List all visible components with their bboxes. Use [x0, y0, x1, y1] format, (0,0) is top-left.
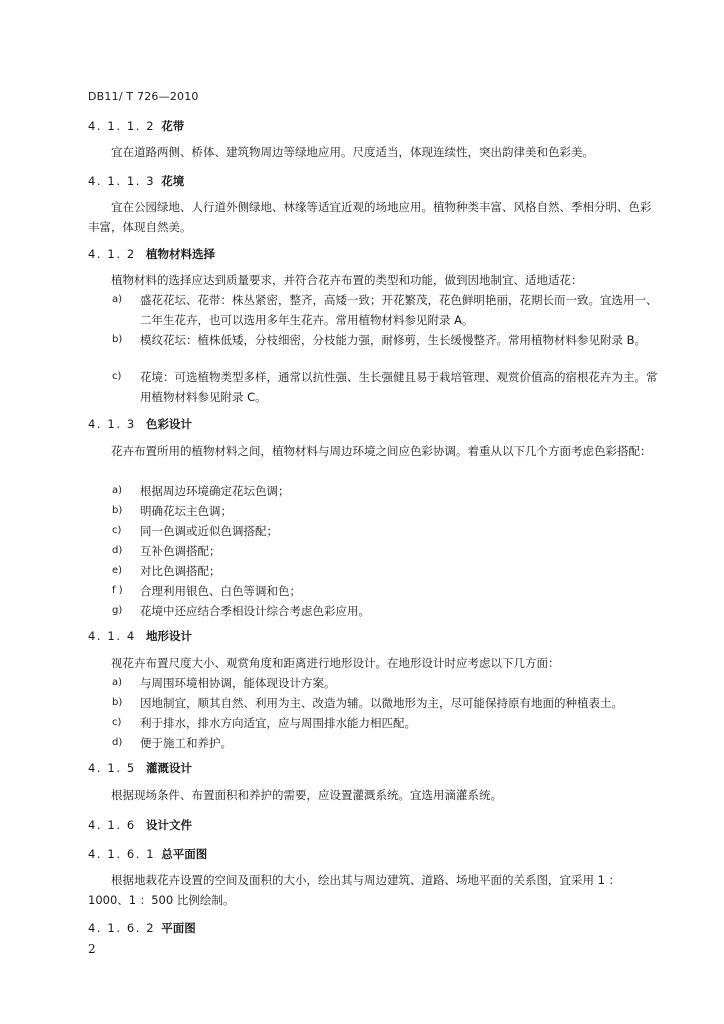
list-text: 花境中还应结合季相设计综合考虑色彩应用。 [140, 604, 370, 618]
paragraph-4-1-2: 植物材料的选择应达到质量要求，并符合花卉布置的类型和功能，做到因地制宜、适地适花： [111, 273, 583, 287]
list-text: 花境：可选植物类型多样，通常以抗性强、生长强健且易于栽培管理、观赏价值高的宿根花卉为主。常用植物材料参见附录 C。 [140, 370, 658, 404]
heading-number: 4. 1. 3 [88, 417, 136, 431]
heading-number: 4. 1. 1. 2 [88, 119, 156, 133]
heading-number: 4. 1. 6. 1 [88, 847, 156, 861]
list-text: 对比色调搭配； [140, 564, 221, 578]
heading-title: 灌溉设计 [146, 761, 192, 775]
list-item [88, 733, 658, 753]
page-number: 2 [88, 942, 96, 956]
list-label: c) [112, 525, 122, 536]
list-text: 同一色调或近似色调搭配； [140, 524, 278, 538]
list-text: 便于施工和养护。 [140, 736, 232, 750]
heading-4-1-1-3 [88, 173, 184, 189]
heading-title: 色彩设计 [146, 417, 192, 431]
heading-number: 4. 1. 1. 3 [88, 174, 156, 188]
heading-title: 植物材料选择 [146, 247, 215, 261]
list-label: f ) [112, 585, 123, 596]
list-item [88, 290, 658, 330]
heading-4-1-4 [88, 628, 192, 644]
list-text: 模纹花坛：植株低矮，分枝细密，分枝能力强，耐修剪，生长缓慢整齐。常用植物材料参见附录 B。 [140, 333, 647, 347]
heading-4-1-2 [88, 246, 215, 262]
heading-number: 4. 1. 4 [88, 629, 136, 643]
heading-title: 花带 [161, 119, 185, 133]
heading-4-1-6-2 [88, 920, 196, 936]
list-label: c) [112, 717, 122, 728]
list-text: 利于排水，排水方向适宜，应与周围排水能力相匹配。 [140, 716, 416, 730]
list-text: 盛花花坛、花带：株丛紧密，整齐，高矮一致；开花繁茂，花色鲜明艳丽，花期长而一致。宜选用一、二年生花卉，也可以选用多年生花卉。常用植物材料参见附录 A。 [140, 293, 658, 327]
list-text: 与周围环境相协调，能体现设计方案。 [140, 676, 336, 690]
heading-title: 花境 [161, 174, 185, 188]
list-text: 因地制宜，顺其自然、利用为主、改造为辅。以微地形为主，尽可能保持原有地面的种植表土。 [140, 696, 623, 710]
paragraph-4-1-5: 根据现场条件、布置面积和养护的需要，应设置灌溉系统。宜选用滴灌系统。 [111, 788, 502, 802]
list-item [88, 481, 658, 501]
list-text: 合理利用银色、白色等调和色； [140, 584, 301, 598]
list-item [88, 541, 658, 561]
list-item [88, 561, 658, 581]
paragraph-4-1-4: 视花卉布置尺度大小、观赏角度和距离进行地形设计。在地形设计时应考虑以下几方面： [111, 656, 560, 670]
heading-4-1-5 [88, 760, 192, 776]
list-text: 根据周边环境确定花坛色调； [140, 484, 290, 498]
heading-number: 4. 1. 6 [88, 818, 136, 832]
heading-4-1-3 [88, 416, 192, 432]
list-text: 互补色调搭配； [140, 544, 221, 558]
list-item [88, 501, 658, 521]
list-item [88, 330, 658, 350]
list-item [88, 521, 658, 541]
list-label: d) [112, 545, 123, 556]
list-label: b) [112, 334, 123, 345]
heading-4-1-1-2 [88, 118, 184, 134]
list-item [88, 581, 658, 601]
list-label: c) [112, 371, 122, 382]
paragraph-4-1-6-1: 根据地栽花卉设置的空间及面积的大小，绘出其与周边建筑、道路、场地平面的关系图，宜采用 1 ：1000、1 ：500 比例绘制。 [88, 873, 621, 907]
heading-title: 设计文件 [146, 818, 192, 832]
list-label: d) [112, 737, 123, 748]
heading-title: 平面图 [161, 921, 196, 935]
list-label: a) [112, 677, 123, 688]
list-label: a) [112, 294, 123, 305]
heading-4-1-6-1 [88, 846, 207, 862]
heading-number: 4. 1. 2 [88, 247, 136, 261]
list-item [88, 713, 658, 733]
list-item [88, 601, 658, 621]
heading-4-1-6 [88, 817, 192, 833]
list-label: b) [112, 697, 123, 708]
list-label: e) [112, 565, 123, 576]
list-item [88, 693, 658, 713]
list-text: 明确花坛主色调； [140, 504, 232, 518]
paragraph-4-1-1-2: 宜在道路两侧、桥体、建筑物周边等绿地应用。尺度适当，体现连续性，突出韵律美和色彩美。 [111, 145, 594, 159]
paragraph-4-1-3: 花卉布置所用的植物材料之间，植物材料与周边环境之间应色彩协调。着重从以下几个方面考虑色彩搭配： [111, 444, 652, 458]
heading-number: 4. 1. 5 [88, 761, 136, 775]
list-item [88, 367, 658, 407]
list-label: g) [112, 605, 123, 616]
list-label: a) [112, 485, 123, 496]
heading-number: 4. 1. 6. 2 [88, 921, 156, 935]
standard-code-header: DB11/ T 726—2010 [88, 90, 199, 103]
list-item [88, 673, 658, 693]
heading-title: 地形设计 [146, 629, 192, 643]
list-label: b) [112, 505, 123, 516]
paragraph-4-1-1-3: 宜在公园绿地、人行道外侧绿地、林缘等适宜近观的场地应用。植物种类丰富、风格自然、季相分明、色彩丰富，体现自然美。 [88, 200, 652, 234]
heading-title: 总平面图 [161, 847, 208, 861]
